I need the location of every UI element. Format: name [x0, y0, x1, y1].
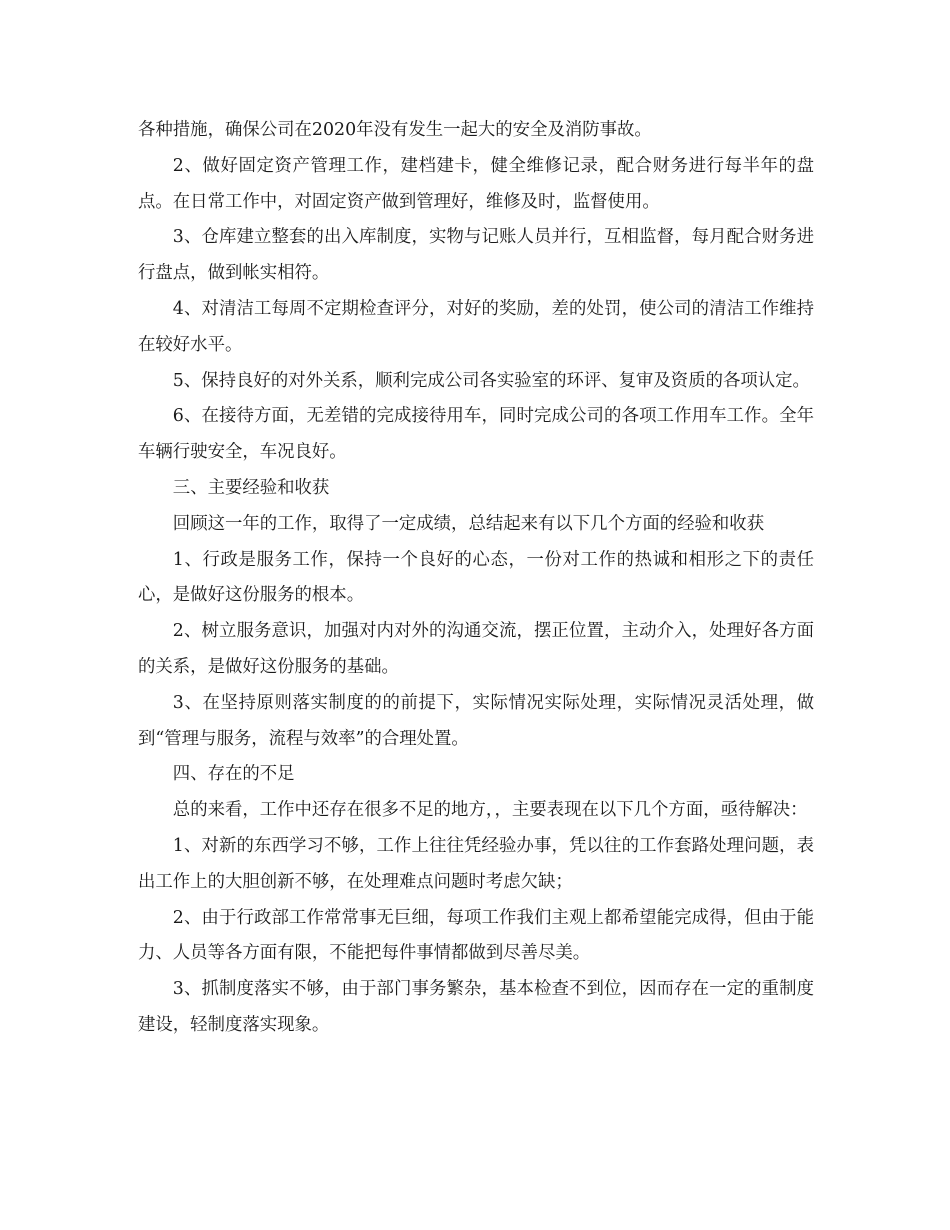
paragraph: 6、在接待方面，无差错的完成接待用车，同时完成公司的各项工作用车工作。全年车辆行驶安全，车况良好。 — [138, 406, 814, 463]
document-page — [138, 113, 814, 1044]
paragraph: 2、做好固定资产管理工作，建档建卡，健全维修记录，配合财务进行每半年的盘点。在日常工作中，对固定资产做到管理好，维修及时，监督使用。 — [138, 155, 814, 212]
paragraph: 1、对新的东西学习不够，工作上往往凭经验办事，凭以往的工作套路处理问题，表出工作上的大胆创新不够，在处理难点问题时考虑欠缺； — [138, 835, 814, 892]
section-heading: 三、主要经验和收获 — [172, 477, 330, 498]
paragraph: 回顾这一年的工作，取得了一定成绩，总结起来有以下几个方面的经验和收获 — [172, 513, 765, 534]
paragraph: 1、行政是服务工作，保持一个良好的心态，一份对工作的热诚和相形之下的责任心，是做好这份服务的根本。 — [138, 549, 814, 606]
paragraph: 2、树立服务意识，加强对内对外的沟通交流，摆正位置，主动介入，处理好各方面的关系，是做好这份服务的基础。 — [138, 621, 814, 677]
paragraph: 4、对清洁工每周不定期检查评分，对好的奖励，差的处罚，使公司的清洁工作维持在较好水平。 — [138, 298, 814, 355]
paragraph: 3、抓制度落实不够，由于部门事务繁杂，基本检查不到位，因而存在一定的重制度建设，轻制度落实现象。 — [138, 979, 814, 1035]
paragraph: 3、在坚持原则落实制度的的前提下，实际情况实际处理，实际情况灵活处理，做到“管理与服务，流程与效率”的合理处置。 — [138, 692, 814, 749]
paragraph: 总的来看，工作中还存在很多不足的地方，，主要表现在以下几个方面，亟待解决： — [172, 800, 808, 821]
paragraph: 2、由于行政部工作常常事无巨细，每项工作我们主观上都希望能完成得，但由于能力、人员等各方面有限，不能把每件事情都做到尽善尽美。 — [138, 907, 814, 964]
section-heading: 四、存在的不足 — [172, 764, 295, 785]
paragraph: 5、保持良好的对外关系，顺利完成公司各实验室的环评、复审及资质的各项认定。 — [172, 370, 810, 391]
paragraph: 3、仓库建立整套的出入库制度，实物与记账人员并行，互相监督，每月配合财务进行盘点，做到帐实相符。 — [138, 227, 814, 284]
paragraph: 各种措施，确保公司在2020年没有发生一起大的安全及消防事故。 — [138, 120, 652, 140]
